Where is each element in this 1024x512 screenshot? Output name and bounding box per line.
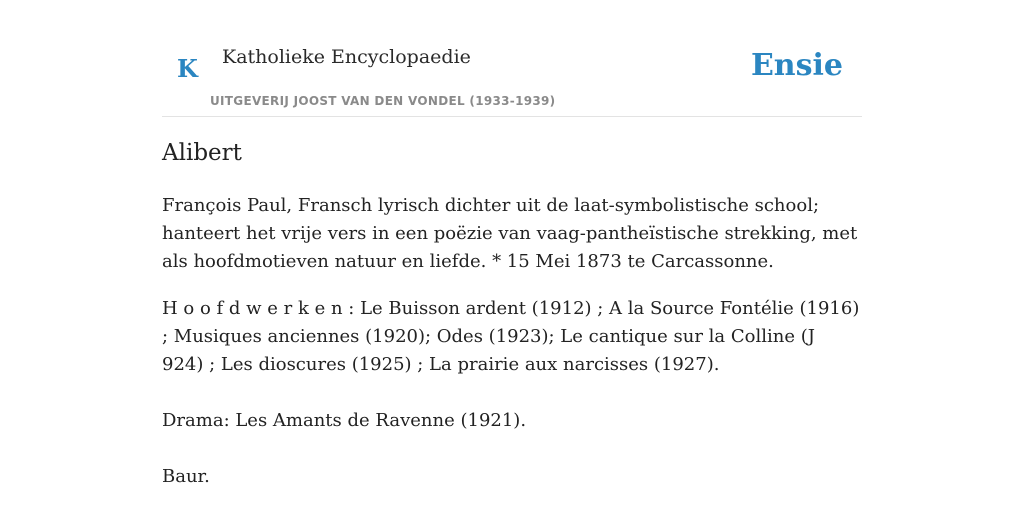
article-paragraph-drama: Drama: Les Amants de Ravenne (1921). — [162, 410, 527, 431]
article-body — [162, 192, 862, 510]
site-title[interactable]: Katholieke Encyclopaedie — [222, 46, 471, 68]
article-paragraph-works: H o o f d w e r k e n : Le Buisson ardent (1912) ; A la Source Fontélie (1916) ; Musiques anciennes (1920); Odes (1923); Le cantique sur la Colline (J 924) ; Les dioscures (1925) ; La prairie aux narcisses (1927). — [162, 298, 860, 375]
publisher-label: UITGEVERIJ JOOST VAN DEN VONDEL (1933-1939) — [210, 94, 556, 108]
article-title: Alibert — [162, 140, 242, 166]
site-header — [162, 0, 862, 117]
brand-logo[interactable]: Ensie — [750, 48, 843, 83]
site-logo[interactable]: K — [177, 54, 198, 83]
article-paragraph-intro: François Paul, Fransch lyrisch dichter uit de laat-symbolistische school; hanteert het vrije vers in een poëzie van vaag-pantheïstische strekking, met als hoofdmotieven natuur en liefde. * 15 Mei 1873 te Carcassonne. — [162, 195, 858, 272]
article-author: Baur. — [162, 466, 210, 487]
page-container — [162, 0, 862, 487]
